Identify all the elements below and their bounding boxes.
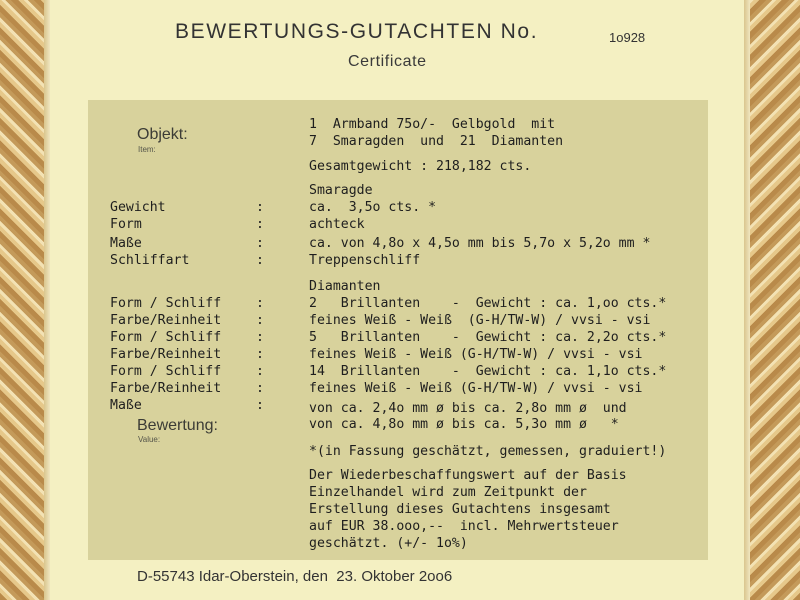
border-edge-left — [44, 0, 50, 600]
total-weight: Gesamtgewicht : 218,182 cts. — [309, 159, 532, 174]
decorative-border-left — [0, 0, 44, 600]
emerald-shape-label: Form — [110, 217, 142, 232]
valuation-line-5: geschätzt. (+/- 1o%) — [309, 536, 468, 551]
diamond-row-6-label: Farbe/Reinheit — [110, 381, 222, 396]
diamond-row-3-value: 5 Brillanten - Gewicht : ca. 2,2o cts.* — [309, 330, 667, 345]
diamond-row-4-sep: : — [256, 347, 264, 362]
object-line-2: 7 Smaragden und 21 Diamanten — [309, 134, 564, 149]
certificate-title: BEWERTUNGS-GUTACHTEN No. — [175, 20, 539, 43]
emerald-weight-sep: : — [256, 200, 264, 215]
emerald-weight-label: Gewicht — [110, 200, 166, 215]
emerald-size-label: Maße — [110, 236, 142, 251]
object-label: Objekt: — [137, 126, 188, 143]
footer-place: D-55743 Idar-Oberstein, den — [137, 568, 328, 585]
decorative-border-right — [750, 0, 800, 600]
diamond-row-7-label: Maße — [110, 398, 142, 413]
valuation-line-3: Erstellung dieses Gutachtens insgesamt — [309, 502, 611, 517]
emeralds-heading: Smaragde — [309, 183, 373, 198]
valuation-line-2: Einzelhandel wird zum Zeitpunkt der — [309, 485, 587, 500]
diamond-size-extra: von ca. 4,8o mm ø bis ca. 5,3o mm ø * — [309, 417, 619, 432]
object-label-en: Item: — [138, 145, 156, 154]
diamond-row-5-value: 14 Brillanten - Gewicht : ca. 1,1o cts.* — [309, 364, 667, 379]
diamond-row-2-label: Farbe/Reinheit — [110, 313, 222, 328]
diamond-row-4-label: Farbe/Reinheit — [110, 347, 222, 362]
footer-line — [137, 568, 452, 585]
valuation-label: Bewertung: — [137, 417, 218, 434]
diamond-row-2-sep: : — [256, 313, 264, 328]
emerald-cut-value: Treppenschliff — [309, 253, 421, 268]
diamond-row-5-sep: : — [256, 364, 264, 379]
diamond-row-6-value: feines Weiß - Weiß (G-H/TW-W) / vvsi - vsi — [309, 381, 643, 396]
footer-date: 23. Oktober 2oo6 — [336, 568, 453, 585]
diamond-row-7-value: von ca. 2,4o mm ø bis ca. 2,8o mm ø und — [309, 401, 627, 416]
valuation-label-en: Value: — [138, 435, 161, 444]
emerald-shape-value: achteck — [309, 217, 365, 232]
emerald-cut-sep: : — [256, 253, 264, 268]
diamond-row-1-value: 2 Brillanten - Gewicht : ca. 1,oo cts.* — [309, 296, 667, 311]
diamond-row-2-value: feines Weiß - Weiß (G-H/TW-W) / vvsi - vsi — [309, 313, 651, 328]
valuation-line-1: Der Wiederbeschaffungswert auf der Basis — [309, 468, 627, 483]
certificate-subtitle: Certificate — [348, 53, 427, 70]
diamond-row-1-sep: : — [256, 296, 264, 311]
diamond-row-4-value: feines Weiß - Weiß (G-H/TW-W) / vvsi - vsi — [309, 347, 643, 362]
emerald-weight-value: ca. 3,5o cts. * — [309, 200, 437, 215]
diamond-row-3-sep: : — [256, 330, 264, 345]
diamond-row-1-label: Form / Schliff — [110, 296, 222, 311]
diamonds-heading: Diamanten — [309, 279, 381, 294]
diamond-row-7-sep: : — [256, 398, 264, 413]
emerald-size-value: ca. von 4,8o x 4,5o mm bis 5,7o x 5,2o mm * — [309, 236, 651, 251]
emerald-shape-sep: : — [256, 217, 264, 232]
diamond-row-3-label: Form / Schliff — [110, 330, 222, 345]
object-line-1: 1 Armband 75o/- Gelbgold mit — [309, 117, 556, 132]
valuation-note: *(in Fassung geschätzt, gemessen, graduiert!) — [309, 444, 667, 459]
diamond-row-5-label: Form / Schliff — [110, 364, 222, 379]
certificate-number: 1o928 — [609, 30, 646, 45]
emerald-size-sep: : — [256, 236, 264, 251]
emerald-cut-label: Schliffart — [110, 253, 190, 268]
diamond-row-6-sep: : — [256, 381, 264, 396]
valuation-line-4: auf EUR 38.ooo,-- incl. Mehrwertsteuer — [309, 519, 619, 534]
